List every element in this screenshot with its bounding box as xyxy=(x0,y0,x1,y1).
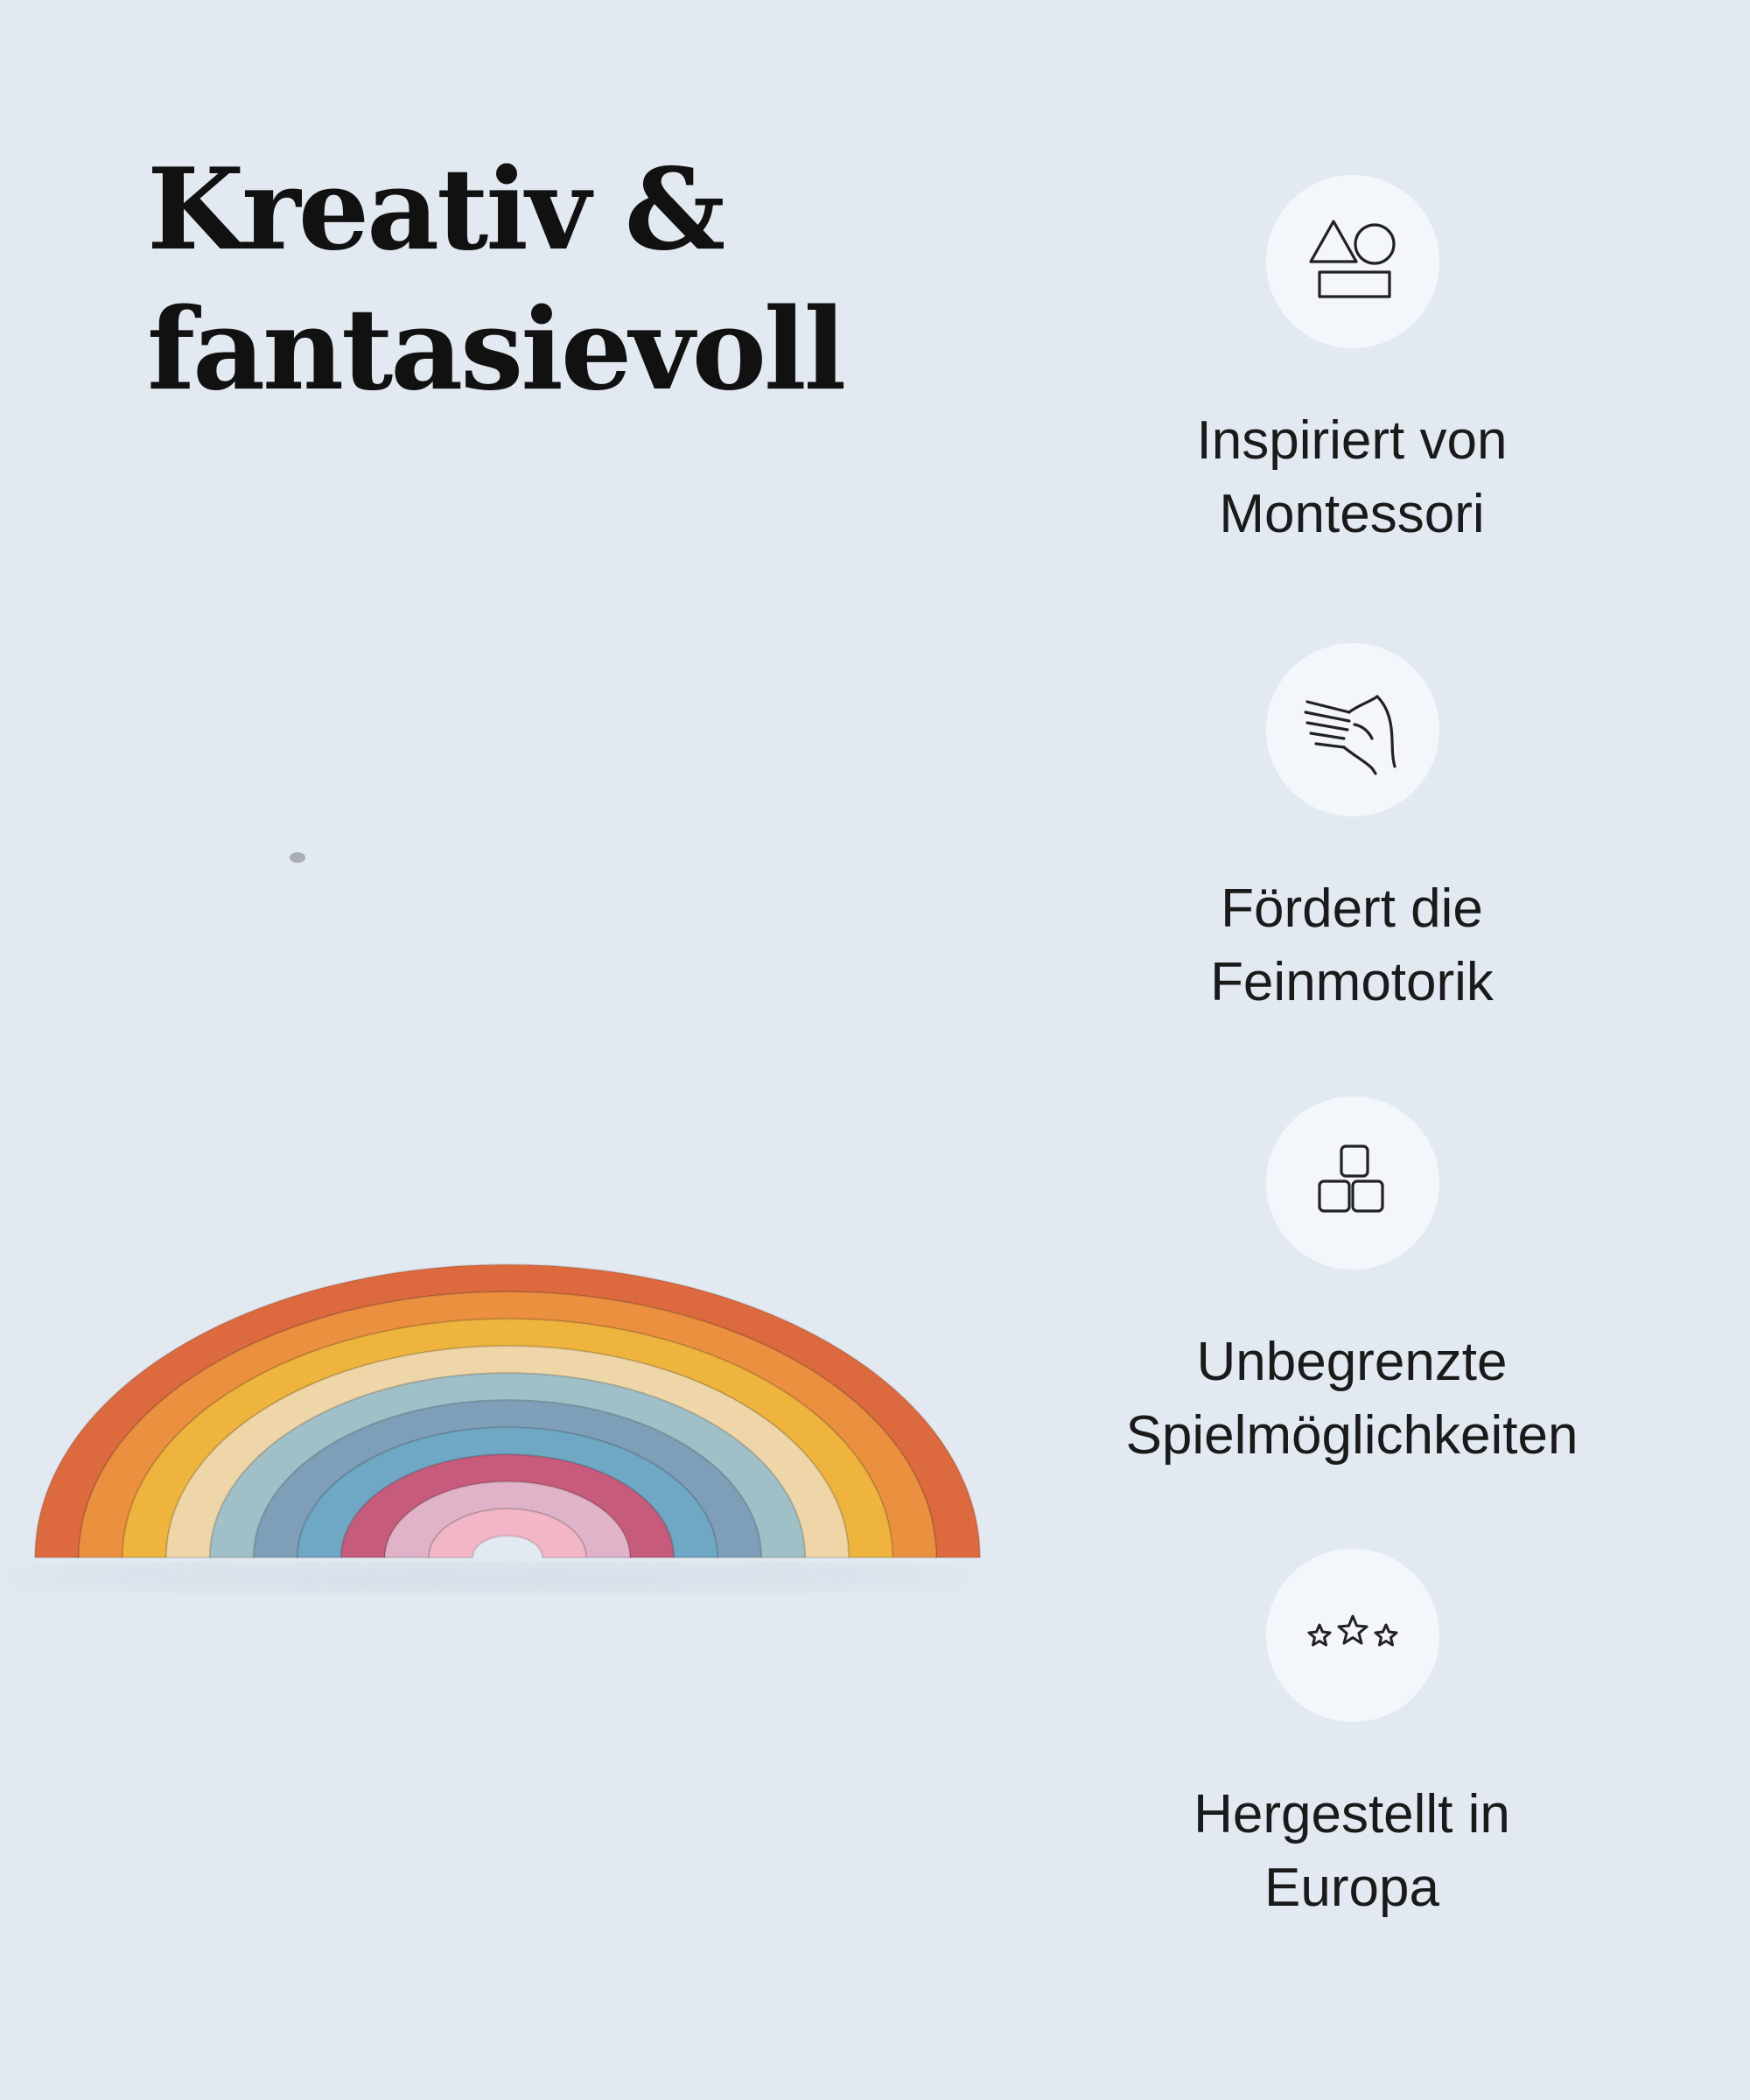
feature-label-line-2: Europa xyxy=(1264,1858,1439,1918)
feature-label xyxy=(1068,1326,1636,1473)
hand-icon xyxy=(1266,643,1439,816)
shapes-icon xyxy=(1266,175,1439,348)
stars-icon xyxy=(1266,1549,1439,1722)
headline-line-1: Kreativ & xyxy=(147,144,724,276)
feature-made-in-europe xyxy=(1068,1549,1636,1951)
feature-label-line-2: Feinmotorik xyxy=(1210,952,1494,1012)
feature-label xyxy=(1068,872,1636,1019)
feature-label xyxy=(1068,404,1636,551)
feature-label-line-2: Spielmöglichkeiten xyxy=(1125,1405,1578,1466)
page-headline xyxy=(147,140,844,420)
rainbow-stacker-image xyxy=(0,822,998,1592)
feature-play-possibilities xyxy=(1068,1096,1636,1499)
feature-label-line-1: Inspiriert von xyxy=(1196,410,1508,471)
headline-line-2: fantasievoll xyxy=(147,284,844,416)
feature-montessori xyxy=(1068,175,1636,578)
rainbow-hole xyxy=(290,852,305,863)
blocks-icon xyxy=(1266,1096,1439,1270)
rainbow-arcs xyxy=(35,852,980,1558)
feature-label-line-1: Unbegrenzte xyxy=(1196,1332,1508,1392)
feature-fine-motor xyxy=(1068,643,1636,1046)
feature-label-line-1: Fördert die xyxy=(1221,878,1483,939)
feature-label-line-1: Hergestellt in xyxy=(1194,1784,1510,1844)
feature-label-line-2: Montessori xyxy=(1219,484,1485,544)
feature-label xyxy=(1068,1778,1636,1925)
